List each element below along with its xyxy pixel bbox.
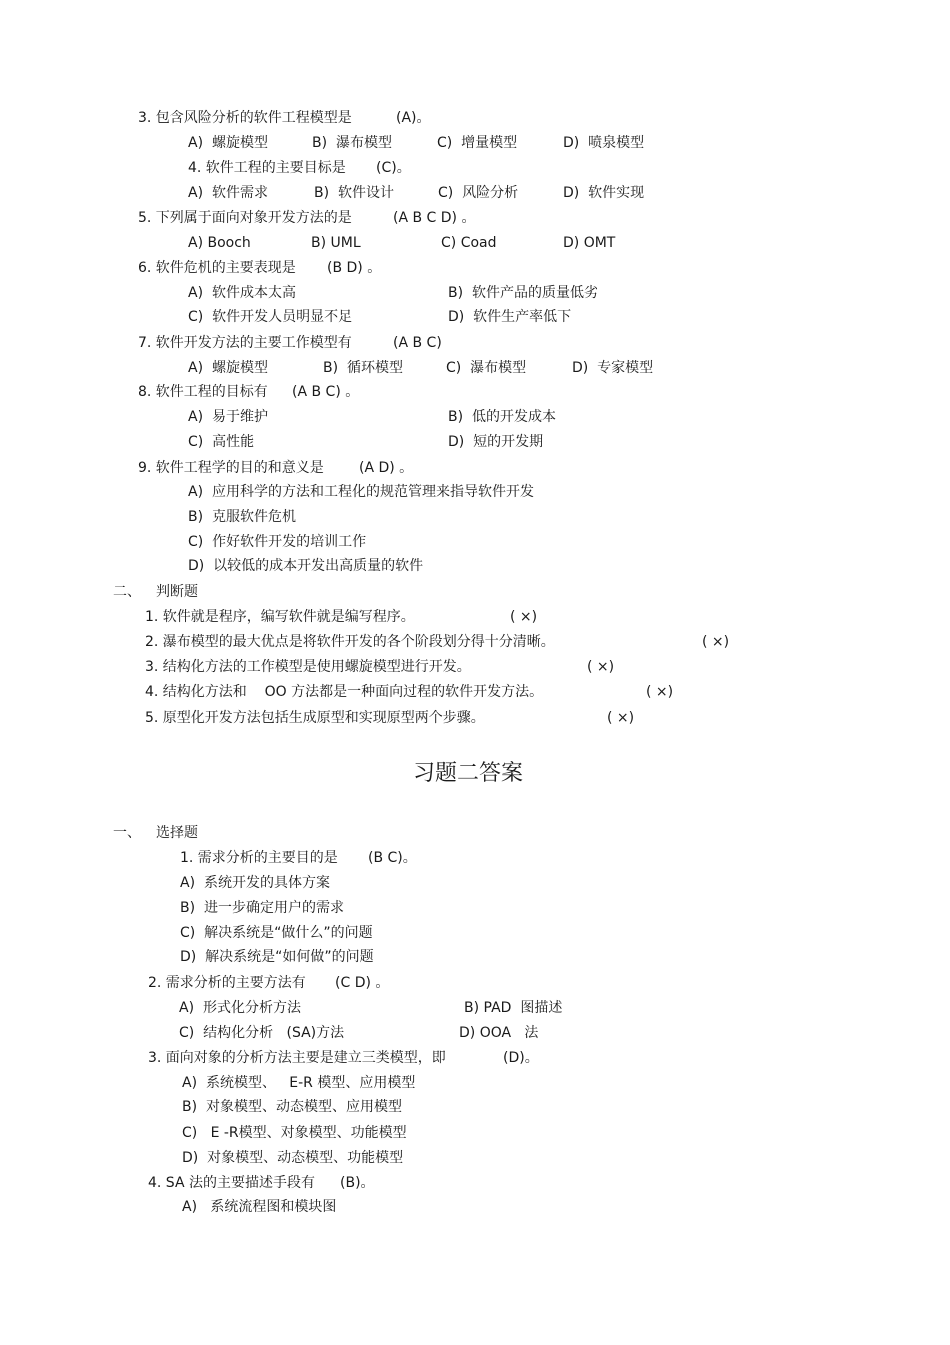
judge-item-3: 3. 结构化方法的工作模型是使用螺旋模型进行开发。 [145, 659, 471, 675]
q5-option-a: A) Booch [188, 235, 251, 251]
s2-q3-stem: 3. 面向对象的分析方法主要是建立三类模型，即 [148, 1050, 446, 1066]
judge-item-3-mark: ( ×) [587, 659, 615, 675]
q4-option-d: D) 软件实现 [563, 185, 645, 201]
q8-option-a: A) 易于维护 [188, 409, 268, 425]
q5-option-c: C) Coad [441, 235, 497, 251]
judge-item-5-mark: ( ×) [607, 710, 635, 726]
s2-q1-option-a: A) 系统开发的具体方案 [180, 875, 330, 891]
q4-option-b: B) 软件设计 [314, 185, 394, 201]
s2-q1-option-b: B) 进一步确定用户的需求 [180, 900, 344, 916]
q3-option-a: A) 螺旋模型 [188, 135, 268, 151]
s2-q3-option-c: C) E -R模型、对象模型、功能模型 [182, 1125, 407, 1141]
q6-option-c: C) 软件开发人员明显不足 [188, 309, 353, 325]
q8-answer: (A B C) 。 [292, 384, 360, 400]
s2-q2-option-c: C) 结构化分析 (SA)方法 [179, 1025, 345, 1041]
q5-option-b: B) UML [311, 235, 361, 251]
s2-q1-option-c: C) 解决系统是“做什么”的问题 [180, 925, 373, 941]
s2-q3-answer: (D)。 [503, 1050, 539, 1066]
s2-q3-option-b: B) 对象模型、动态模型、应用模型 [182, 1099, 402, 1115]
s2-q2-option-b: B) PAD 图描述 [464, 1000, 563, 1016]
q7-stem: 7. 软件开发方法的主要工作模型有 [138, 335, 352, 351]
q9-option-b: B) 克服软件危机 [188, 509, 296, 525]
q6-stem: 6. 软件危机的主要表现是 [138, 260, 296, 276]
s2-q3-option-d: D) 对象模型、动态模型、功能模型 [182, 1150, 404, 1166]
q9-stem: 9. 软件工程学的目的和意义是 [138, 460, 324, 476]
q4-answer: (C)。 [376, 160, 411, 176]
q3-answer: (A)。 [396, 110, 431, 126]
s2-q2-answer: (C D) 。 [335, 975, 390, 991]
judge-item-1: 1. 软件就是程序，编写软件就是编写程序。 [145, 609, 415, 625]
q8-option-c: C) 高性能 [188, 434, 255, 450]
q7-option-b: B) 循环模型 [323, 360, 403, 376]
q8-stem: 8. 软件工程的目标有 [138, 384, 268, 400]
q4-option-a: A) 软件需求 [188, 185, 268, 201]
q4-option-c: C) 风险分析 [438, 185, 519, 201]
q5-answer: (A B C D) 。 [393, 210, 476, 226]
q6-option-d: D) 软件生产率低下 [448, 309, 572, 325]
judge-item-5: 5. 原型化开发方法包括生成原型和实现原型两个步骤。 [145, 710, 485, 726]
q9-option-a: A) 应用科学的方法和工程化的规范管理来指导软件开发 [188, 484, 534, 500]
q3-option-d: D) 喷泉模型 [563, 135, 645, 151]
judge-item-4-mark: ( ×) [646, 684, 674, 700]
q6-answer: (B D) 。 [327, 260, 382, 276]
q7-answer: (A B C) [393, 335, 442, 351]
q5-option-d: D) OMT [563, 235, 616, 251]
judge-section-heading: 判断题 [156, 584, 198, 600]
q3-stem: 3. 包含风险分析的软件工程模型是 [138, 110, 352, 126]
q9-answer: (A D) 。 [359, 460, 414, 476]
s2-q4-option-a: A) 系统流程图和模块图 [182, 1199, 337, 1215]
s2-q1-option-d: D) 解决系统是“如何做”的问题 [180, 949, 374, 965]
choice-section-heading: 选择题 [156, 825, 198, 841]
section-title: 习题二答案 [413, 761, 524, 786]
s2-q4-stem: 4. SA 法的主要描述手段有 [148, 1175, 315, 1191]
s2-q3-option-a: A) 系统模型、 E-R 模型、应用模型 [182, 1075, 416, 1091]
s2-q1-answer: (B C)。 [368, 850, 417, 866]
q4-stem: 4. 软件工程的主要目标是 [188, 160, 346, 176]
q8-option-b: B) 低的开发成本 [448, 409, 556, 425]
s2-q2-option-d: D) OOA 法 [459, 1025, 539, 1041]
s2-q4-answer: (B)。 [340, 1175, 375, 1191]
q7-option-d: D) 专家模型 [572, 360, 654, 376]
s2-q2-option-a: A) 形式化分析方法 [179, 1000, 301, 1016]
judge-item-2-mark: ( ×) [702, 634, 730, 650]
q7-option-a: A) 螺旋模型 [188, 360, 268, 376]
judge-item-1-mark: ( ×) [510, 609, 538, 625]
q8-option-d: D) 短的开发期 [448, 434, 544, 450]
judge-item-4: 4. 结构化方法和 OO 方法都是一种面向过程的软件开发方法。 [145, 684, 544, 700]
s2-q2-stem: 2. 需求分析的主要方法有 [148, 975, 306, 991]
judge-item-2: 2. 瀑布模型的最大优点是将软件开发的各个阶段划分得十分清晰。 [145, 634, 555, 650]
choice-section-number: 一、 [113, 825, 141, 841]
q6-option-a: A) 软件成本太高 [188, 285, 296, 301]
q7-option-c: C) 瀑布模型 [446, 360, 527, 376]
q9-option-d: D) 以较低的成本开发出高质量的软件 [188, 558, 424, 574]
q5-stem: 5. 下列属于面向对象开发方法的是 [138, 210, 352, 226]
q6-option-b: B) 软件产品的质量低劣 [448, 285, 598, 301]
s2-q1-stem: 1. 需求分析的主要目的是 [180, 850, 338, 866]
q3-option-c: C) 增量模型 [437, 135, 518, 151]
q9-option-c: C) 作好软件开发的培训工作 [188, 534, 367, 550]
judge-section-number: 二、 [113, 584, 141, 600]
q3-option-b: B) 瀑布模型 [312, 135, 392, 151]
